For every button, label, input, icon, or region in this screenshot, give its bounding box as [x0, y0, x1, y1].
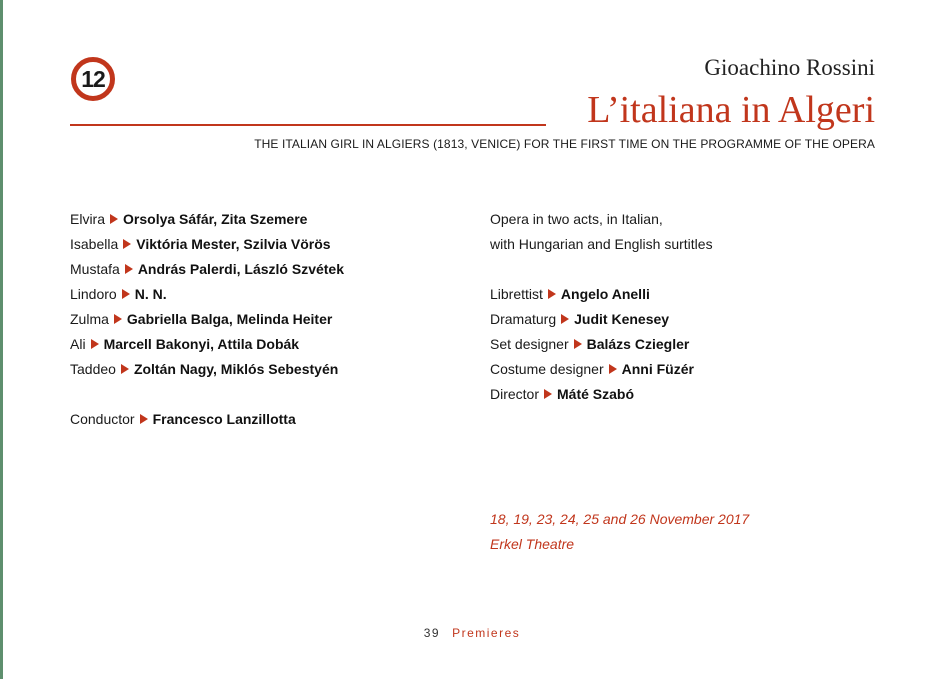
cast-names: Viktória Mester, Szilvia Vörös	[136, 236, 331, 252]
opera-title: L’italiana in Algeri	[587, 89, 875, 131]
arrow-right-icon	[609, 364, 617, 374]
cast-names: N. N.	[134, 286, 167, 302]
cast-role: Ali	[70, 336, 86, 352]
crew-name: Balázs Cziegler	[586, 336, 690, 352]
cast-role: Mustafa	[70, 261, 120, 277]
opera-subtitle: THE ITALIAN GIRL IN ALGIERS (1813, VENICE) FOR THE FIRST TIME ON THE PROGRAMME OF THE OPERA	[254, 137, 875, 151]
cast-role: Elvira	[70, 211, 106, 227]
crew-role: Set designer	[490, 336, 569, 352]
crew-name: Anni Füzér	[621, 361, 694, 377]
premiere-number-badge	[71, 57, 115, 101]
description-line: with Hungarian and English surtitles	[490, 236, 713, 252]
cast-names: Orsolya Sáfár, Zita Szemere	[123, 211, 308, 227]
crew-role: Costume designer	[490, 361, 604, 377]
crew-name: Máté Szabó	[557, 386, 635, 402]
arrow-right-icon	[114, 314, 122, 324]
arrow-right-icon	[125, 264, 133, 274]
arrow-right-icon	[544, 389, 552, 399]
cast-role: Isabella	[70, 236, 119, 252]
arrow-right-icon	[140, 414, 148, 424]
crew-line-librettist	[490, 282, 713, 307]
arrow-right-icon	[548, 289, 556, 299]
spacer	[70, 382, 344, 407]
cast-role: Zulma	[70, 311, 109, 327]
cast-role: Lindoro	[70, 286, 117, 302]
crew-line-costume-designer	[490, 357, 713, 382]
arrow-right-icon	[122, 289, 130, 299]
cast-names: Gabriella Balga, Melinda Heiter	[126, 311, 333, 327]
cast-line-zulma	[70, 307, 344, 332]
composer-name: Gioachino Rossini	[704, 55, 875, 80]
crew-name: Judit Kenesey	[574, 311, 670, 327]
cast-line-elvira	[70, 207, 344, 232]
cast-line-mustafa	[70, 257, 344, 282]
section-name: Premieres	[452, 626, 521, 640]
cast-role: Taddeo	[70, 361, 116, 377]
page-number: 39	[423, 626, 441, 640]
cast-line-ali	[70, 332, 344, 357]
cast-line-isabella	[70, 232, 344, 257]
arrow-right-icon	[121, 364, 129, 374]
crew-role: Dramaturg	[490, 311, 557, 327]
crew-role: Librettist	[490, 286, 543, 302]
cast-names: Zoltán Nagy, Miklós Sebestyén	[133, 361, 339, 377]
performance-dates: 18, 19, 23, 24, 25 and 26 November 2017	[490, 511, 750, 527]
cast-column	[70, 207, 344, 432]
arrow-right-icon	[110, 214, 118, 224]
title-rule	[70, 124, 546, 126]
spacer	[490, 257, 713, 282]
premiere-number: 12	[81, 65, 105, 92]
page-edge-strip	[0, 0, 3, 679]
crew-line-set-designer	[490, 332, 713, 357]
production-column	[490, 207, 713, 407]
cast-names: Marcell Bakonyi, Attila Dobák	[103, 336, 300, 352]
cast-line-taddeo	[70, 357, 344, 382]
crew-line-director	[490, 382, 713, 407]
conductor-role: Conductor	[70, 411, 135, 427]
crew-line-dramaturg	[490, 307, 713, 332]
conductor-name: Francesco Lanzillotta	[152, 411, 296, 427]
crew-role: Director	[490, 386, 540, 402]
arrow-right-icon	[561, 314, 569, 324]
cast-line-lindoro	[70, 282, 344, 307]
crew-name: Angelo Anelli	[560, 286, 650, 302]
description-line: Opera in two acts, in Italian,	[490, 211, 663, 227]
arrow-right-icon	[574, 339, 582, 349]
conductor-line	[70, 407, 344, 432]
cast-names: András Palerdi, László Szvétek	[137, 261, 345, 277]
arrow-right-icon	[123, 239, 131, 249]
performance-venue: Erkel Theatre	[490, 536, 575, 552]
page-footer	[0, 626, 944, 640]
performance-info	[490, 507, 749, 557]
arrow-right-icon	[91, 339, 99, 349]
